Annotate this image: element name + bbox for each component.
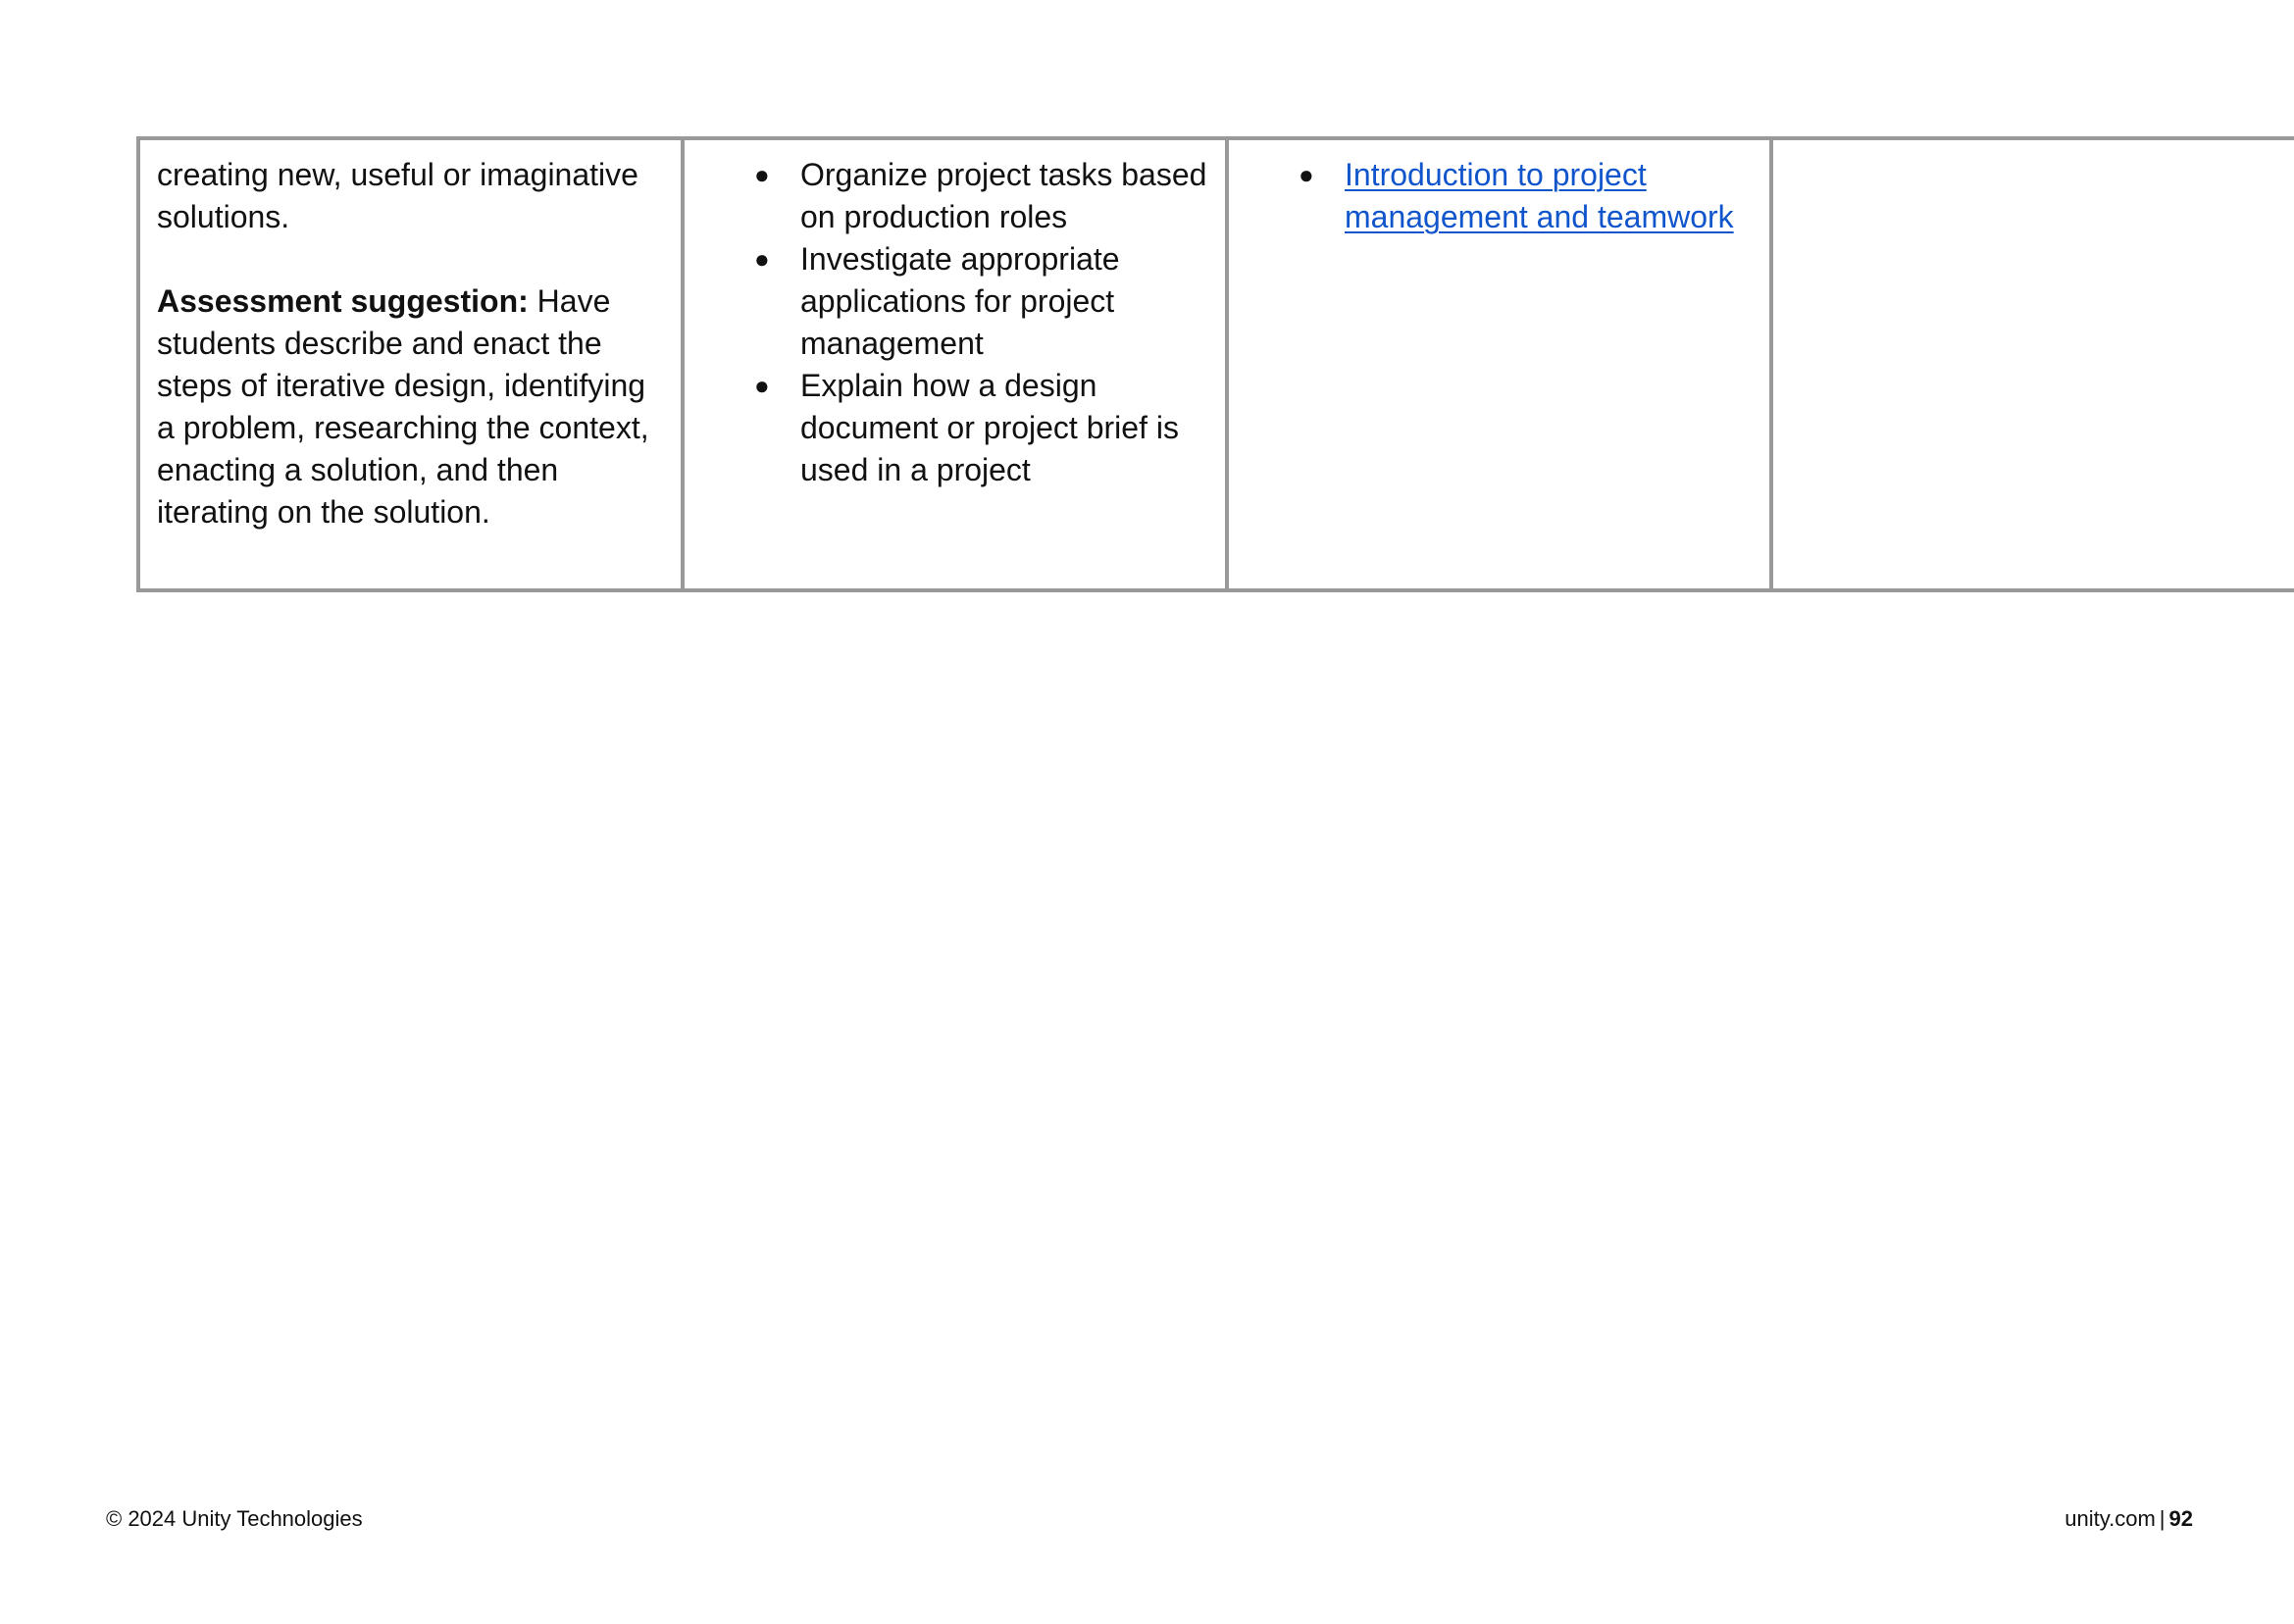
table-row bbox=[138, 138, 2294, 590]
list-item bbox=[701, 238, 1209, 365]
assessment-text: Have students describe and enact the steps of iterative design, identifying a problem, researching the context, enacting a solution, and then iterating on the solution. bbox=[157, 283, 649, 530]
resource-link-project-management[interactable]: Introduction to project management and teamwork bbox=[1345, 157, 1734, 234]
table-cell-objectives bbox=[683, 138, 1227, 590]
table-cell-description bbox=[138, 138, 683, 590]
assessment-label: Assessment suggestion: bbox=[157, 283, 529, 319]
footer-site-link[interactable]: unity.com bbox=[2065, 1506, 2156, 1531]
assessment-paragraph bbox=[157, 280, 665, 533]
list-item-text: Explain how a design document or project brief is used in a project bbox=[800, 368, 1179, 487]
objectives-list bbox=[701, 154, 1209, 491]
table-cell-resources bbox=[1227, 138, 1771, 590]
bullet-icon: ● bbox=[1299, 160, 1314, 189]
page-number: 92 bbox=[2168, 1506, 2193, 1531]
paragraph-spacer bbox=[157, 238, 665, 280]
intro-paragraph: creating new, useful or imaginative solutions. bbox=[157, 157, 638, 234]
list-item bbox=[701, 365, 1209, 491]
bullet-icon: ● bbox=[754, 371, 770, 400]
table-cell-empty bbox=[1771, 138, 2294, 590]
bullet-icon: ● bbox=[754, 244, 770, 274]
footer-separator: | bbox=[2159, 1506, 2166, 1531]
list-item bbox=[701, 154, 1209, 238]
list-item-text: Investigate appropriate applications for project management bbox=[800, 241, 1120, 361]
list-item-text: Organize project tasks based on production roles bbox=[800, 157, 1207, 234]
footer-page-info bbox=[2065, 1506, 2193, 1532]
resources-list bbox=[1246, 154, 1754, 238]
curriculum-table bbox=[136, 136, 2294, 592]
bullet-icon: ● bbox=[754, 160, 770, 189]
footer-copyright: © 2024 Unity Technologies bbox=[106, 1506, 363, 1531]
list-item bbox=[1246, 154, 1754, 238]
